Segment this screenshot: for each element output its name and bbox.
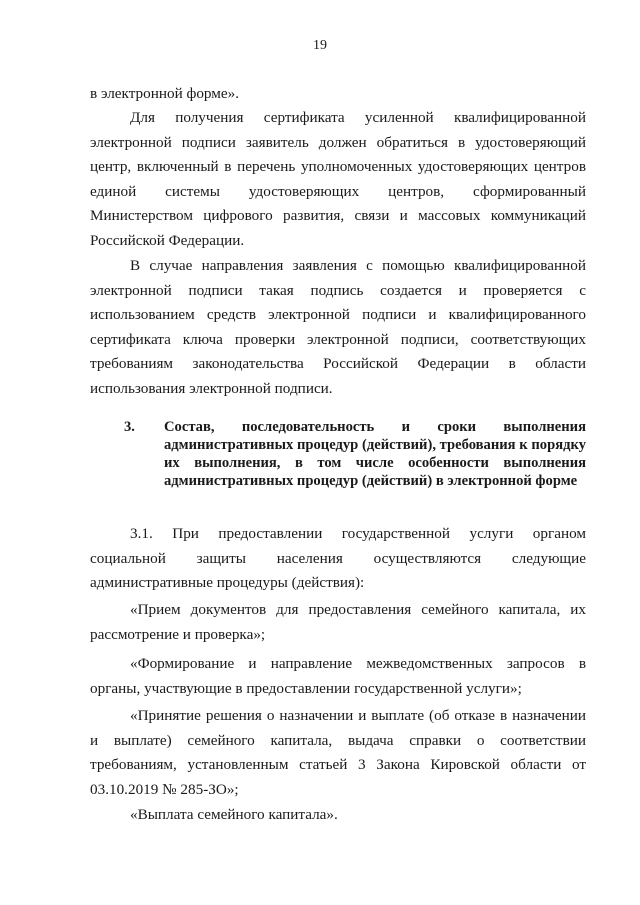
procedure-item-requests: «Формирование и направление межведомственных запросов в органы, участвующие в предоставлении государственной услуги»; xyxy=(90,655,586,697)
paragraph-qualified-signature: В случае направления заявления с помощью квалифицированной электронной подписи такая подпись создается и проверяется с использованием средств электронной подписи и квалифицированного сертификата ключа проверки электронной подписи, соответствующих требованиям законодательства Российской Федерации в области использования электронной подписи. xyxy=(90,257,586,397)
procedure-item-payment: «Выплата семейного капитала». xyxy=(130,806,338,823)
section-title: Состав, последовательность и сроки выполнения административных процедур (действий), требования к порядку их выполнения, в том числе особенности выполнения административных процедур (действий) в электронной форме xyxy=(164,419,586,489)
section-number: 3. xyxy=(124,419,135,435)
paragraph-continuation: в электронной форме». xyxy=(90,85,240,102)
page-number: 19 xyxy=(313,38,327,53)
paragraph-certificate: Для получения сертификата усиленной квалифицированной электронной подписи заявитель должен обратиться в удостоверяющий центр, включенный в перечень уполномоченных удостоверяющих центров единой системы удостоверяющих центров, сформированный Министерством цифрового развития, связи и массовых коммуникаций Российской Федерации. xyxy=(90,109,586,249)
procedure-item-decision: «Принятие решения о назначении и выплате (об отказе в назначении и выплате) семейного капитала, выдача справки о соответствии требованиям, установленным статьей 3 Закона Кировской области от 03.10.2019 № 285-ЗО»; xyxy=(90,707,586,798)
procedure-item-reception: «Прием документов для предоставления семейного капитала, их рассмотрение и проверка»; xyxy=(90,601,586,643)
paragraph-3-1: 3.1. При предоставлении государственной услуги органом социальной защиты населения осуществляются следующие административные процедуры (действия): xyxy=(90,525,586,591)
